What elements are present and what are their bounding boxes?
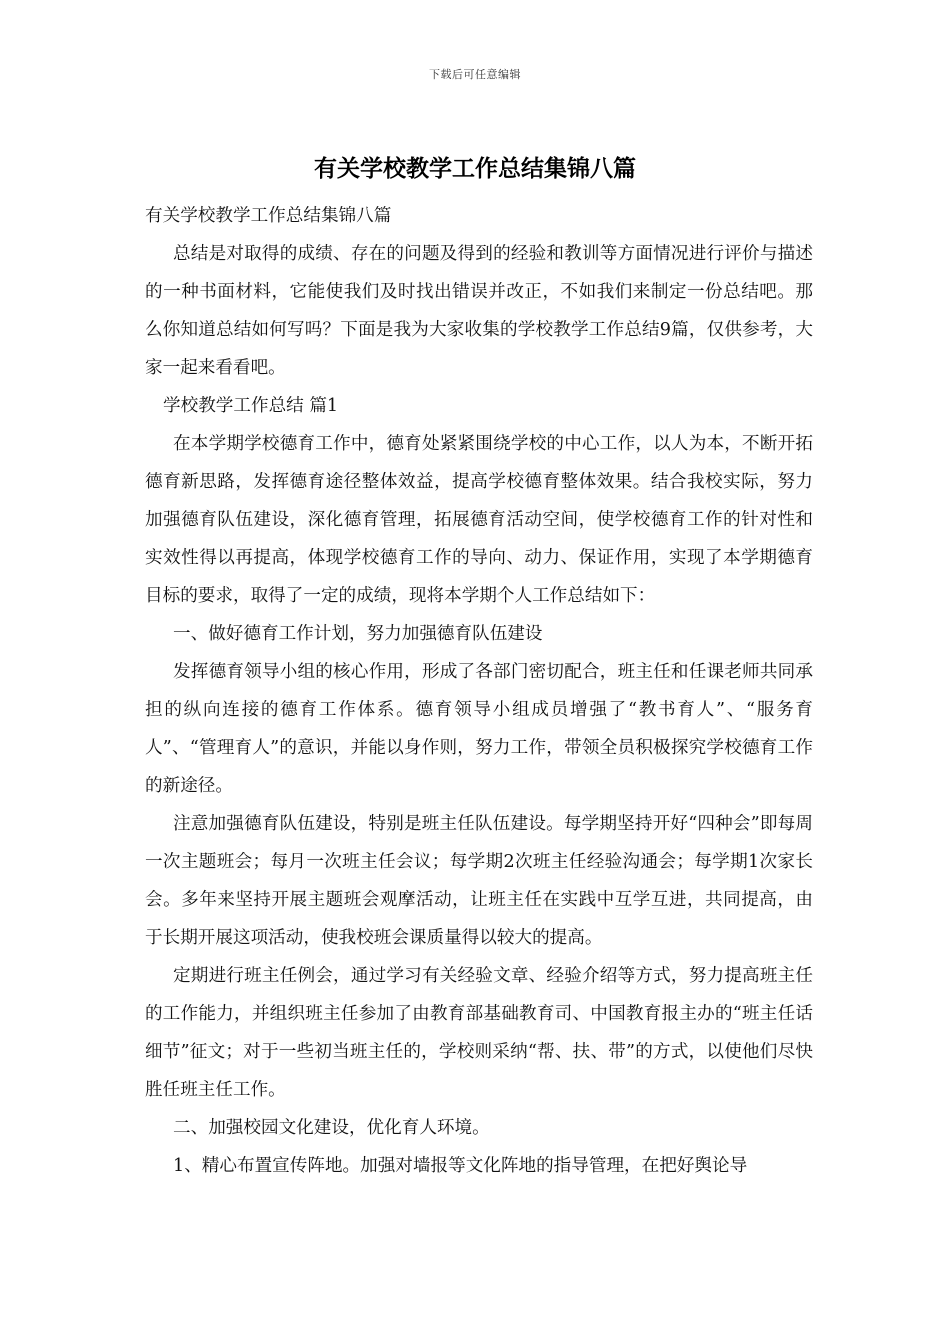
- paragraph: 注意加强德育队伍建设，特别是班主任队伍建设。每学期坚持开好“四种会”即每周一次主题班会；每月一次班主任会议；每学期2次班主任经验沟通会；每学期1次家长会。多年来坚持开展主题班会观摩活动，让班主任在实践中互学互进，共同提高，由于长期开展这项活动，使我校班会课质量得以较大的提高。: [145, 814, 813, 948]
- document-body: [145, 197, 813, 1185]
- paragraph: 定期进行班主任例会，通过学习有关经验文章、经验介绍等方式，努力提高班主任的工作能力，并组织班主任参加了由教育部基础教育司、中国教育报主办的“班主任话细节”征文；对于一些初当班主任的，学校则采纳“帮、扶、带”的方式，以使他们尽快胜任班主任工作。: [145, 966, 813, 1100]
- paragraph: 发挥德育领导小组的核心作用，形成了各部门密切配合，班主任和任课老师共同承担的纵向连接的德育工作体系。德育领导小组成员增强了“教书育人”、“服务育人”、“管理育人”的意识，并能以身作则，努力工作，带领全员积极探究学校德育工作的新途径。: [145, 662, 813, 796]
- section-heading: 一、做好德育工作计划，努力加强德育队伍建设: [173, 624, 543, 644]
- paragraph: 1、精心布置宣传阵地。加强对墙报等文化阵地的指导管理，在把好舆论导: [173, 1156, 748, 1176]
- section-heading: 二、加强校园文化建设，优化育人环境。: [173, 1118, 490, 1138]
- section-heading: 学校教学工作总结 篇1: [163, 396, 339, 416]
- paragraph: 在本学期学校德育工作中，德育处紧紧围绕学校的中心工作，以人为本，不断开拓德育新思路，发挥德育途径整体效益，提高学校德育整体效果。结合我校实际，努力加强德育队伍建设，深化德育管理，拓展德育活动空间，使学校德育工作的针对性和实效性得以再提高，体现学校德育工作的导向、动力、保证作用，实现了本学期德育目标的要求，取得了一定的成绩，现将本学期个人工作总结如下：: [145, 434, 813, 606]
- paragraph-intro: 总结是对取得的成绩、存在的问题及得到的经验和教训等方面情况进行评价与描述的一种书面材料，它能使我们及时找出错误并改正，不如我们来制定一份总结吧。那么你知道总结如何写吗？下面是我为大家收集的学校教学工作总结9篇，仅供参考，大家一起来看看吧。: [145, 244, 813, 378]
- document-subtitle: 有关学校教学工作总结集锦八篇: [145, 206, 392, 226]
- header-note: 下载后可任意编辑: [429, 68, 521, 81]
- document-title: 有关学校教学工作总结集锦八篇: [314, 155, 636, 182]
